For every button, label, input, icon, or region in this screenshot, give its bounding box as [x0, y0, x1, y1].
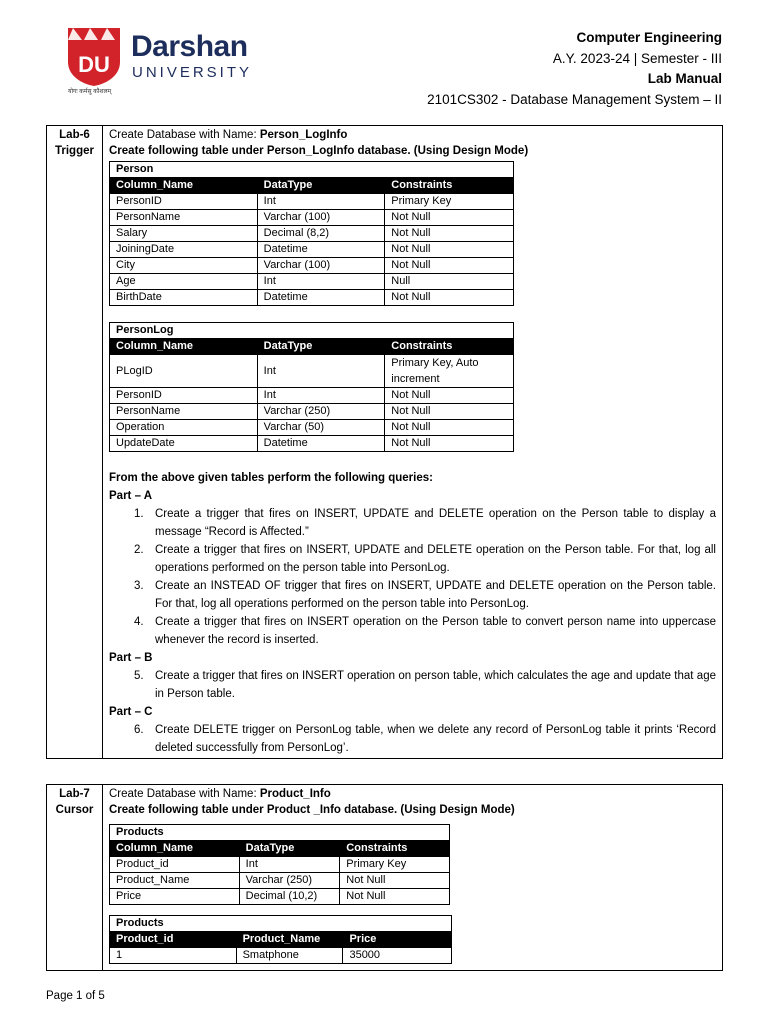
cell: Salary [110, 226, 258, 242]
cell: 1 [110, 948, 237, 964]
column-header: Constraints [385, 178, 514, 194]
list-item: 6. Create DELETE trigger on PersonLog table, when we delete any record of PersonLog table it prints ‘Record deleted successfully from PersonLog’. [134, 724, 716, 754]
lab7-db-name: Product_Info [259, 788, 331, 800]
cell: Int [257, 194, 385, 210]
cell: Product_id [110, 857, 240, 873]
page-header [0, 0, 768, 120]
logo-name: Darshan [131, 30, 248, 63]
cell: BirthDate [110, 290, 258, 306]
cell: Varchar (250) [257, 404, 385, 420]
cell: PersonID [110, 194, 258, 210]
cell: Not Null [385, 404, 514, 420]
part-b-heading: Part – B [109, 652, 153, 664]
part-c-list [109, 721, 716, 757]
table-row [110, 948, 452, 964]
cell: City [110, 258, 258, 274]
lab6-db-prefix: Create Database with Name: [109, 129, 260, 141]
list-item: 2. Create a trigger that fires on INSERT, UPDATE and DELETE operation on the Person table. For that, log all operations performed on the person table into PersonLog. [134, 544, 716, 574]
cell: JoiningDate [110, 242, 258, 258]
column-header: DataType [257, 178, 385, 194]
table-row [110, 242, 514, 258]
question-text: Create a trigger that fires on INSERT, UPDATE and DELETE operation on the Person table. For that, log all operations performed on the person table into PersonLog. [155, 544, 716, 574]
lab7-block [46, 784, 723, 971]
column-header: Product_id [110, 932, 237, 948]
list-item: 1. Create a trigger that fires on INSERT, UPDATE and DELETE operation on the Person table to display a message “Record is Affected.” [134, 508, 716, 538]
question-text: Create a trigger that fires on INSERT operation on the Person table to convert person name into uppercase whenever the record is inserted. [155, 616, 716, 646]
question-text: Create a trigger that fires on INSERT operation on person table, which calculates the age and update that age in Person table. [155, 670, 716, 700]
table-caption: Products [110, 916, 452, 932]
lab6-instruction: Create following table under Person_LogInfo database. (Using Design Mode) [109, 145, 529, 157]
cell: 35000 [343, 948, 452, 964]
header-info [427, 28, 722, 110]
part-a-heading: Part – A [109, 490, 153, 502]
column-header: Constraints [340, 841, 450, 857]
table-row [110, 226, 514, 242]
column-header: Product_Name [236, 932, 343, 948]
cell: Int [257, 355, 385, 388]
column-header: Column_Name [110, 178, 258, 194]
person-table [109, 161, 514, 306]
cell: Not Null [385, 242, 514, 258]
cell: Smatphone [236, 948, 343, 964]
cell: Price [110, 889, 240, 905]
cell: Primary Key [385, 194, 514, 210]
lab6-topic: Trigger [55, 145, 94, 157]
cell: Operation [110, 420, 258, 436]
cell: Not Null [385, 290, 514, 306]
list-item: 3. Create an INSTEAD OF trigger that fires on INSERT, UPDATE and DELETE operation on the Person table. For that, log all operations performed on the person table into PersonLog. [134, 580, 716, 610]
cell: Not Null [385, 436, 514, 452]
part-c-heading: Part – C [109, 706, 153, 718]
cell: Datetime [257, 242, 385, 258]
cell: Varchar (100) [257, 210, 385, 226]
lab7-content [103, 785, 722, 970]
table-row [110, 404, 514, 420]
table-row [110, 889, 450, 905]
table-row [110, 873, 450, 889]
cell: Decimal (10,2) [239, 889, 340, 905]
cell: Int [239, 857, 340, 873]
lab7-instruction: Create following table under Product _Info database. (Using Design Mode) [109, 804, 515, 816]
queries-intro: From the above given tables perform the following queries: [109, 472, 433, 484]
part-b-list [109, 667, 716, 703]
cell: Primary Key, Auto increment [385, 355, 514, 388]
cell: Product_Name [110, 873, 240, 889]
table-row [110, 258, 514, 274]
doc-type: Lab Manual [647, 71, 722, 86]
table-caption: Products [110, 825, 450, 841]
cell: Datetime [257, 290, 385, 306]
cell: PersonName [110, 404, 258, 420]
cell: Varchar (50) [257, 420, 385, 436]
cell: Datetime [257, 436, 385, 452]
question-text: Create an INSTEAD OF trigger that fires on INSERT, UPDATE and DELETE operation on the Person table. For that, log all operations performed on the person table into PersonLog. [155, 580, 716, 610]
lab6-db-line [109, 127, 716, 143]
cell: Not Null [385, 420, 514, 436]
table-row [110, 274, 514, 290]
cell: Not Null [340, 889, 450, 905]
logo-tagline: योगः कर्मसु कौशलम् [68, 89, 112, 95]
table-row [110, 194, 514, 210]
svg-text:DU: DU [78, 52, 110, 77]
lab6-number: Lab-6 [59, 129, 90, 141]
department: Computer Engineering [576, 30, 722, 45]
cell: Null [385, 274, 514, 290]
cell: Not Null [385, 210, 514, 226]
logo-subtitle: UNIVERSITY [132, 64, 253, 81]
year-semester: A.Y. 2023-24 | Semester - III [552, 50, 722, 66]
cell: Not Null [385, 388, 514, 404]
cell: UpdateDate [110, 436, 258, 452]
cell: Not Null [385, 258, 514, 274]
darshan-logo-icon [68, 28, 120, 86]
course-title: 2101CS302 - Database Management System – II [427, 91, 722, 107]
lab7-db-prefix: Create Database with Name: [109, 788, 260, 800]
lab6-db-name: Person_LogInfo [259, 129, 348, 141]
products-data-table [109, 915, 452, 964]
column-header: Column_Name [110, 339, 258, 355]
cell: Varchar (250) [239, 873, 340, 889]
column-header: Price [343, 932, 452, 948]
lab6-block [46, 125, 723, 759]
table-row [110, 420, 514, 436]
table-row [110, 857, 450, 873]
column-header: Constraints [385, 339, 514, 355]
table-row [110, 436, 514, 452]
cell: Not Null [385, 226, 514, 242]
cell: Int [257, 388, 385, 404]
lab6-content [103, 126, 722, 758]
column-header: DataType [257, 339, 385, 355]
cell: Not Null [340, 873, 450, 889]
table-row [110, 290, 514, 306]
table-row [110, 210, 514, 226]
table-row [110, 388, 514, 404]
cell: Decimal (8,2) [257, 226, 385, 242]
cell: Primary Key [340, 857, 450, 873]
lab7-number: Lab-7 [59, 788, 90, 800]
column-header: Column_Name [110, 841, 240, 857]
products-schema-table [109, 824, 450, 905]
table-row [110, 355, 514, 388]
table-caption: PersonLog [110, 323, 514, 339]
cell: PersonID [110, 388, 258, 404]
lab6-label [47, 126, 103, 758]
cell: PLogID [110, 355, 258, 388]
lab7-topic: Cursor [55, 804, 94, 816]
page-number: Page 1 of 5 [46, 990, 105, 1002]
cell: PersonName [110, 210, 258, 226]
list-item: 4. Create a trigger that fires on INSERT operation on the Person table to convert person name into uppercase whenever the record is inserted. [134, 616, 716, 646]
personlog-table [109, 322, 514, 452]
lab7-db-line [109, 786, 716, 802]
lab7-label [47, 785, 103, 970]
question-text: Create a trigger that fires on INSERT, UPDATE and DELETE operation on the Person table to display a message “Record is Affected.” [155, 508, 716, 538]
table-caption: Person [110, 162, 514, 178]
column-header: DataType [239, 841, 340, 857]
part-a-list [109, 505, 716, 649]
question-text: Create DELETE trigger on PersonLog table, when we delete any record of PersonLog table it prints ‘Record deleted successfully from PersonLog’. [155, 724, 716, 754]
cell: Int [257, 274, 385, 290]
university-logo [68, 28, 268, 98]
cell: Age [110, 274, 258, 290]
cell: Varchar (100) [257, 258, 385, 274]
list-item: 5. Create a trigger that fires on INSERT operation on person table, which calculates the age and update that age in Person table. [134, 670, 716, 700]
